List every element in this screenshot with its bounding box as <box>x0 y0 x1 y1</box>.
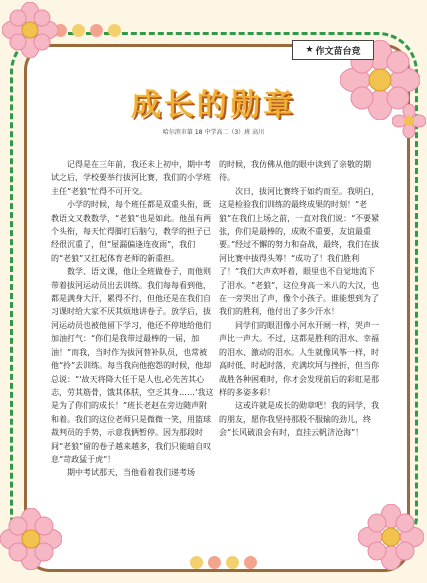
paragraph: 数学、语文课，他让全班做卷子，而他则带着拔河运动员出去训练。我们每每看到他，都是满身大汗，累得不行，但他还是在我们自习课时给大家不厌其烦地讲卷子。放学后，拔河运动员也被他留下学习，他还不停地给他们加油打气：“你们是我带过最棒的一届，加油！”而我，当时作为拔河替补队员，也常被他“拎”去训练。每当我向他抱怨的时候，他却总说：“‘故天将降大任于是人也,必先苦其心志，劳其筋骨，饿其体肤，空乏其身……’我这是为了你们的成长！”班长老赵在旁边随声附和着。我们的这位老师只是微微一笑，用篮球裁判员的手势，示意我俩暂停。因为那段时间“老狼”留的卷子越来越多，我们只能暗自叹息“苛政猛于虎”！ <box>51 267 214 464</box>
paragraph: 同学们的眼泪像小河水开闸一样，哭声一声比一声大。不过，这都是胜利的泪水、幸福的泪水、激动的泪水。人生就像风筝一样，时高时低、时起时落，充满坎坷与挫折，但当你战胜各种困难时，你才会发现前后的彩虹是那样的多姿多彩！ <box>219 320 379 397</box>
paragraph: 次日，拔河比赛终于如约而至。我明白，这是检验我们训练的最终成果的时刻！“老狼”在我们上场之前，一直对我们说：“不要紧张，你们是最棒的，成败不重要，友谊最重要。”经过不懈的努力和奋战，最终，我们在拔河比赛中拔得头筹！“成功了！我们胜利了！”我们大声欢呼着，眼里也不自觉地流下了泪水。“老狼”，这位身高一米八的大汉，也在一旁哭出了声，像个小孩子。谁能想到为了我们的胜利，他付出了多少汗水！ <box>219 186 380 317</box>
flower-bottom-right-icon <box>358 504 424 570</box>
star-icon: ★ <box>305 45 314 55</box>
article-title: 成长的勋章 <box>131 88 296 123</box>
section-tag-label: 作文苗台竞 <box>315 46 361 57</box>
paragraph-continued: 的时候，我仿佛从他的眼中读到了亲敬的期待。 <box>219 160 371 183</box>
flower-top-left-icon <box>2 2 58 58</box>
paragraph: 这或许就是成长的勋章吧！我的同学，我的朋友，愿你我坚持那股不服输的劲儿，终会“长风破浪会有时，直挂云帆济沧海”！ <box>219 401 379 438</box>
body-column-left <box>51 158 214 480</box>
paragraph: 记得是在三年前，我还未上初中，期中考试之后，学校要举行拔河比赛，我们的小学班主任“老狼”忙得不可开交。 <box>51 160 211 196</box>
body-column-right <box>219 158 382 440</box>
author-byline: 哈尔滨市第 18 中学高二（3）班 高川 <box>162 129 265 136</box>
paragraph: 期中考试那天，当他看着我们递考场 <box>67 468 195 478</box>
section-tag <box>292 40 374 60</box>
flower-bottom-left-icon <box>0 508 62 570</box>
paragraph: 小学的时候，每个班任都是双重头衔，既教语文又教数学，“老狼”也是如此。他虽有两个头衔，每天忙得脚打后脑勺，教学的担子已经很沉重了，但“屋漏偏逢连夜雨”，我们的“老狼”又扛起体育老师的新重担。 <box>51 200 212 263</box>
